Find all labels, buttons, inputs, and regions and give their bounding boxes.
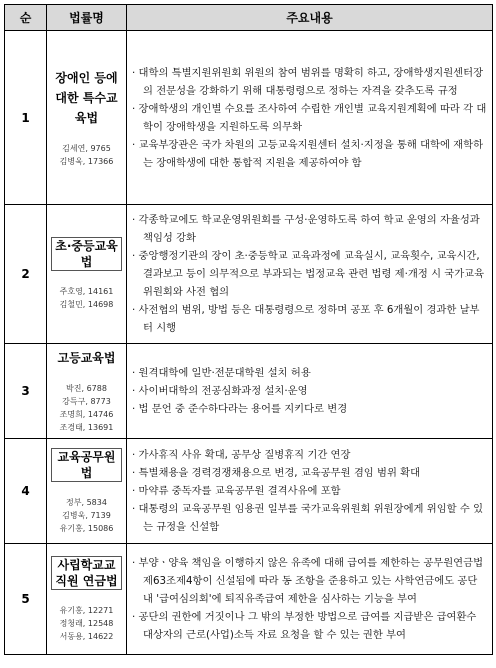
sponsor-entry: 조경태, 13691 [59, 423, 114, 432]
law-cell [47, 344, 127, 439]
bill-sponsors [51, 496, 122, 535]
row-number: 2 [5, 205, 47, 344]
content-bullet: · 중앙행정기관의 장이 초·중등학교 교육과정에 교육실시, 교육횟수, 교육시간, 결과보고 등이 의무적으로 부과되는 법정교육 관련 법령 제·개정 시 국가교육위원회와 사전 협의 [132, 247, 487, 301]
header-law-name: 법률명 [47, 5, 127, 31]
law-name [51, 68, 122, 128]
table-row [5, 344, 493, 439]
table-row [5, 205, 493, 344]
bill-sponsors [51, 382, 122, 434]
sponsor-entry: 유기홍, 15086 [59, 523, 114, 533]
sponsor-entry: 정청래, 12548 [59, 618, 114, 628]
law-name-line: 교육공무원법 [57, 449, 116, 480]
bill-sponsors [51, 285, 122, 311]
content-bullet: · 사전협의 범위, 방법 등은 대통령령으로 정하며 공포 후 6개월이 경과한 날부터 시행 [132, 301, 487, 337]
law-name [51, 348, 122, 368]
row-number: 1 [5, 31, 47, 205]
content-bullet: · 특별채용을 경력경쟁채용으로 변경, 교육공무원 겸임 범위 확대 [132, 464, 487, 482]
content-cell [127, 544, 493, 655]
bill-sponsors [51, 142, 122, 168]
content-bullet: · 마약류 중독자를 교육공무원 결격사유에 포함 [132, 482, 487, 500]
content-bullet: · 각종학교에도 학교운영위원회를 구성·운영하도록 하여 학교 운영의 자율성과 책임성 강화 [132, 211, 487, 247]
content-bullet: · 장애학생의 개인별 수요를 조사하여 수립한 개인별 교육지원계획에 따라 각 대학이 장애학생을 지원하도록 의무화 [132, 100, 487, 136]
law-cell [47, 205, 127, 344]
sponsor-entry: 김병욱, 7139 [62, 510, 111, 520]
bill-sponsors [51, 604, 122, 643]
content-cell [127, 344, 493, 439]
law-cell [47, 439, 127, 544]
content-bullet: · 대학의 특별지원위원회 위원의 참여 범위를 명확히 하고, 장애학생지원센터장의 전문성을 강화하기 위해 대통령령으로 정하는 자격을 갖추도록 규정 [132, 64, 487, 100]
content-bullet: · 원격대학에 일반·전문대학원 설치 허용 [132, 364, 487, 382]
header-main-content: 주요내용 [127, 5, 493, 31]
header-no: 순 [5, 5, 47, 31]
law-cell [47, 544, 127, 655]
sponsor-entry: 강득구, 8773 [62, 397, 111, 406]
content-bullet: · 교육부장관은 국가 차원의 고등교육지원센터 설치·지정을 통해 대학에 재학하는 장애학생에 대한 통합적 지원을 제공하여야 함 [132, 136, 487, 172]
law-cell [47, 31, 127, 205]
law-summary-table [4, 4, 493, 655]
sponsor-entry: 유기홍, 12271 [59, 605, 114, 615]
sponsor-entry: 박진, 6788 [66, 384, 107, 393]
law-name [51, 237, 122, 271]
table-row [5, 31, 493, 205]
content-cell [127, 205, 493, 344]
content-cell [127, 439, 493, 544]
row-number: 3 [5, 344, 47, 439]
content-cell [127, 31, 493, 205]
law-name [51, 448, 122, 482]
row-number: 5 [5, 544, 47, 655]
table-row [5, 544, 493, 655]
law-name [51, 556, 121, 590]
sponsor-entry: 김병욱, 17366 [59, 156, 114, 166]
law-name-line: 대한 특수교 [55, 90, 118, 105]
content-bullet: · 대통령의 교육공무원 임용권 일부를 국가교육위원회 위원장에게 위임할 수 있는 규정을 신설함 [132, 500, 487, 536]
law-name-line: 초·중등교육법 [55, 239, 118, 269]
law-name-line: 고등교육법 [57, 351, 116, 365]
sponsor-entry: 주호영, 14161 [59, 287, 114, 296]
content-bullet: · 부양ㆍ양육 책임을 이행하지 않은 유족에 대해 급여를 제한하는 공무원연금법 제63조제4항이 신설됨에 따라 동 조항을 준용하고 있는 사학연금에도 공단 내 '급여심의회'에 퇴직유족급여 제한을 심사하는 기능을 부여 [132, 554, 487, 608]
law-name-line: 육법 [74, 110, 99, 125]
sponsor-entry: 정부, 5834 [66, 497, 107, 507]
sponsor-entry: 서동용, 14622 [59, 631, 114, 641]
table-body [5, 31, 493, 655]
content-bullet: · 사이버대학의 전공심화과정 설치·운영 [132, 382, 487, 400]
sponsor-entry: 김세연, 9765 [62, 143, 111, 153]
content-bullet: · 가사휴직 사유 확대, 공무상 질병휴직 기간 연장 [132, 446, 487, 464]
law-name-line: 장애인 등에 [55, 70, 118, 85]
content-bullet: · 공단의 권한에 거짓이나 그 밖의 부정한 방법으로 급여를 지급받은 급여환수 대상자의 근로(사업)소득 자료 요청을 할 수 있는 권한 부여 [132, 608, 487, 644]
content-bullet: · 법 문언 중 준수하다라는 용어를 지키다로 변경 [132, 400, 487, 418]
table-row [5, 439, 493, 544]
sponsor-entry: 조명희, 14746 [59, 410, 114, 419]
table-header-row [5, 5, 493, 31]
sponsor-entry: 김철민, 14698 [59, 300, 114, 309]
row-number: 4 [5, 439, 47, 544]
law-name-line: 직원 연금법 [55, 573, 118, 588]
law-name-line: 사립학교교 [57, 557, 116, 572]
